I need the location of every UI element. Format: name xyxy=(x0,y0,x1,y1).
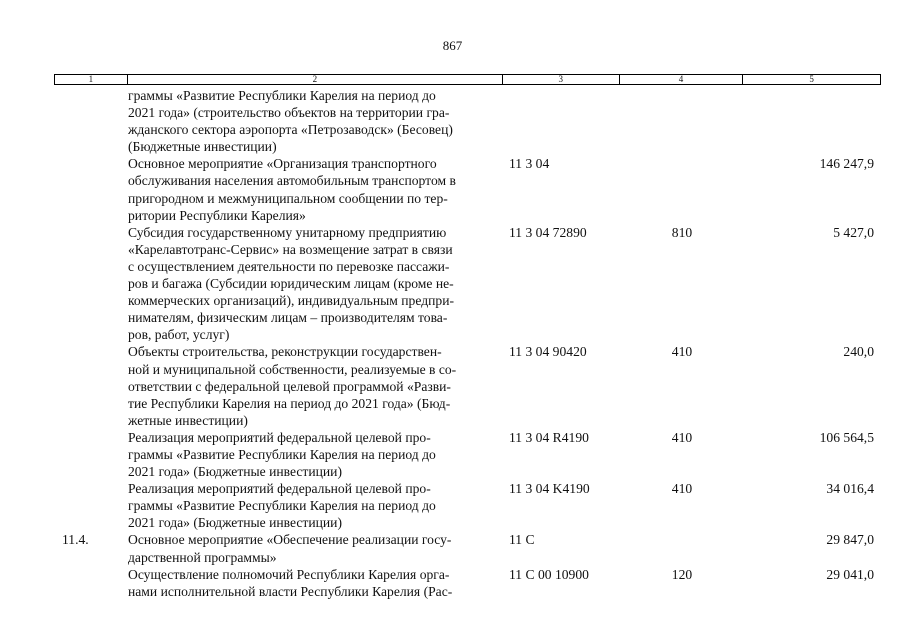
row-expense-type: 810 xyxy=(671,224,693,240)
header-col-3: 3 xyxy=(503,75,620,84)
table-row xyxy=(54,343,881,428)
row-number: 11.4. xyxy=(62,532,89,548)
row-expense-type: 410 xyxy=(671,344,693,360)
row-name: Реализация мероприятий федеральной целевой про- граммы «Развитие Республики Карелия на период до 2021 года» (Бюджетные инвестиции) xyxy=(128,481,436,531)
row-expense-type: 410 xyxy=(671,481,693,497)
table-row xyxy=(54,480,881,531)
row-amount: 146 247,9 xyxy=(819,156,874,172)
row-name: Основное мероприятие «Организация транспортного обслуживания населения автомобильным транспортом в пригородном и межмуниципальном сообщении по тер- ритории Республики Карелия» xyxy=(128,156,456,223)
row-code: 11 3 04 K4190 xyxy=(509,481,590,497)
row-code: 11 С xyxy=(509,532,535,548)
row-amount: 34 016,4 xyxy=(826,481,874,497)
table-header xyxy=(54,74,881,85)
row-amount: 5 427,0 xyxy=(833,224,874,240)
table-row xyxy=(54,566,881,600)
row-amount: 240,0 xyxy=(843,344,874,360)
header-col-2: 2 xyxy=(128,75,503,84)
row-code: 11 3 04 xyxy=(509,156,550,172)
row-code: 11 3 04 R4190 xyxy=(509,429,589,445)
header-col-1: 1 xyxy=(55,75,128,84)
row-name: Реализация мероприятий федеральной целевой про- граммы «Развитие Республики Карелия на период до 2021 года» (Бюджетные инвестиции) xyxy=(128,429,436,480)
header-col-5: 5 xyxy=(809,74,814,84)
row-amount: 29 041,0 xyxy=(826,566,874,582)
row-amount: 29 847,0 xyxy=(826,532,874,548)
table-body xyxy=(54,87,881,600)
row-name: Осуществление полномочий Республики Карелия орга- нами исполнительной власти Республики Карелия (Рас- xyxy=(128,566,453,599)
row-code: 11 3 04 90420 xyxy=(509,344,587,360)
page-number: 867 xyxy=(442,38,463,53)
row-name: Объекты строительства, реконструкции государствен- ной и муниципальной собственности, реализуемые в со- ответствии с федеральной целевой программой «Разви- тие Республики Карелия на период до 2021 года» (Бюд- жетные инвестиции) xyxy=(128,344,457,428)
row-name: граммы «Развитие Республики Карелия на период до 2021 года» (строительство объектов на территории гра- жданского сектора аэропорта «Петрозаводск» (Бесовец) (Бюджетные инвестиции) xyxy=(128,88,453,155)
row-amount: 106 564,5 xyxy=(819,429,874,445)
header-col-4: 4 xyxy=(620,75,744,84)
table-row xyxy=(54,531,881,565)
row-code: 11 С 00 10900 xyxy=(509,566,589,582)
table-row xyxy=(54,224,881,344)
row-expense-type: 410 xyxy=(671,429,693,445)
row-expense-type: 120 xyxy=(671,566,693,582)
row-name: Субсидия государственному унитарному предприятию «Карелавтотранс-Сервис» на возмещение затрат в связи с осуществлением деятельности по перевозке пассажи- ров и багажа (Субсидии юридическим лицам (кроме не- коммерческих организаций), индивидуальным предпри- нимателям, физическим лицам – производителям това- ров, работ, услуг) xyxy=(128,224,454,343)
row-name: Основное мероприятие «Обеспечение реализации госу- дарственной программы» xyxy=(128,532,452,565)
table-row xyxy=(54,155,881,223)
row-code: 11 3 04 72890 xyxy=(509,224,587,240)
table-row xyxy=(54,429,881,480)
table-row xyxy=(54,87,881,155)
